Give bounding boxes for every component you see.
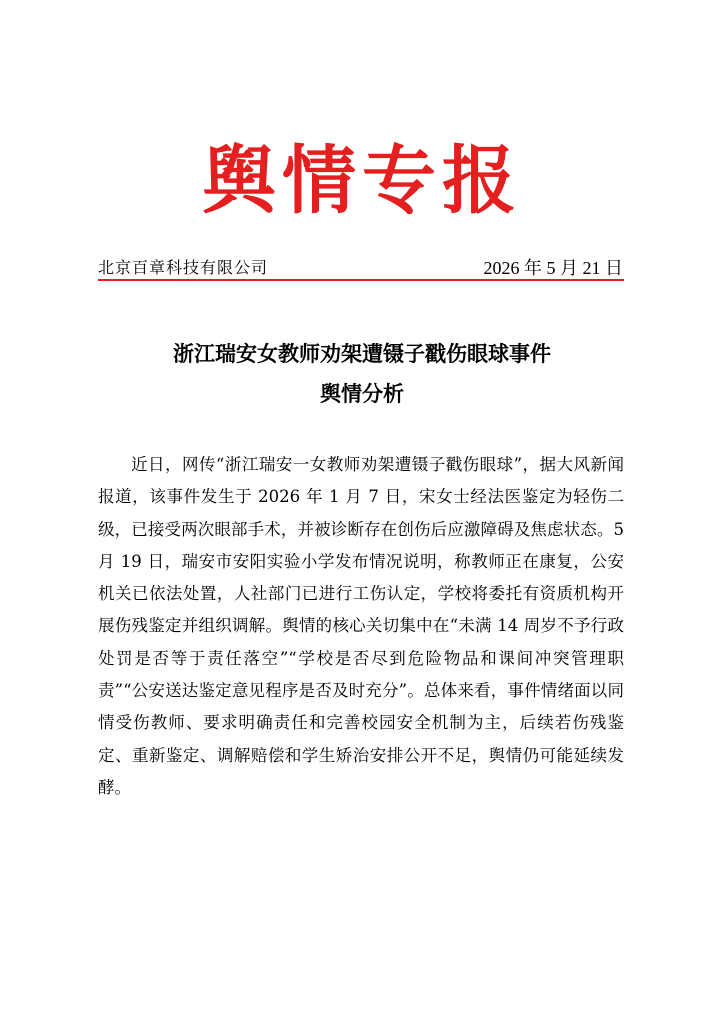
issue-date: 2026 年 5 月 21 日 [483,258,623,278]
organization-name: 北京百章科技有限公司 [98,258,269,277]
title-line-1: 浙江瑞安女教师劝架遭镊子戳伤眼球事件 [173,341,551,366]
header-divider [98,279,624,281]
header-info-row [98,256,623,280]
document-title [0,334,724,414]
title-line-2: 舆情分析 [320,381,404,406]
body-paragraph: 近日，网传“浙江瑞安一女教师劝架遭镊子戳伤眼球”，据大风新闻报道，该事件发生于 2026 年 1 月 7 日，宋女士经法医鉴定为轻伤二级，已接受两次眼部手术，并被诊断存在创伤后应激障碍及焦虑状态。5 月 19 日，瑞安市安阳实验小学发布情况说明，称教师正在康复，公安机关已依法处置，人社部门已进行工伤认定，学校将委托有资质机构开展伤残鉴定并组织调解。舆情的核心关切集中在“未满 14 周岁不予行政处罚是否等于责任落空”“学校是否尽到危险物品和课间冲突管理职责”“公安送达鉴定意见程序是否及时充分”。总体来看，事件情绪面以同情受伤教师、要求明确责任和完善校园安全机制为主，后续若伤残鉴定、重新鉴定、调解赔偿和学生矫治安排公开不足，舆情仍可能延续发酵。 [98,455,624,797]
masthead-title: 舆情专报 [202,138,522,224]
